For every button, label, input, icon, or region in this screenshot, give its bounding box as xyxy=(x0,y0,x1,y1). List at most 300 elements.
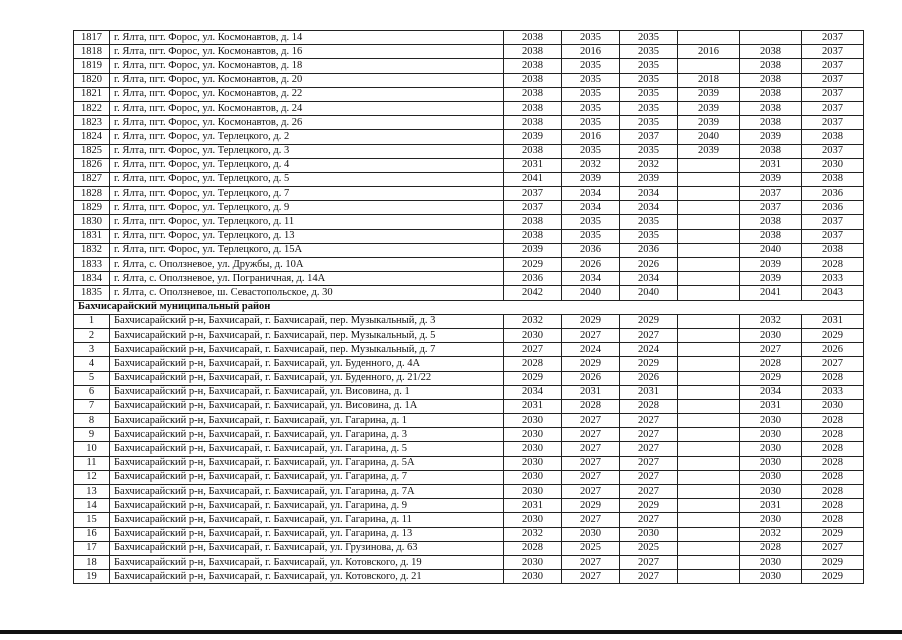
year-cell: 2035 xyxy=(620,101,678,115)
year-cell: 2032 xyxy=(620,158,678,172)
address-cell: Бахчисарайский р-н, Бахчисарай, г. Бахчисарай, ул. Висовина, д. 1А xyxy=(110,399,504,413)
year-cell: 2035 xyxy=(620,59,678,73)
year-cell: 2029 xyxy=(802,570,864,584)
row-number: 1828 xyxy=(74,187,110,201)
table-row xyxy=(74,31,864,45)
row-number: 1821 xyxy=(74,87,110,101)
row-number: 13 xyxy=(74,485,110,499)
row-number: 10 xyxy=(74,442,110,456)
year-cell: 2038 xyxy=(504,229,562,243)
year-cell: 2035 xyxy=(620,73,678,87)
year-cell: 2027 xyxy=(802,357,864,371)
table-row xyxy=(74,144,864,158)
year-cell: 2038 xyxy=(504,87,562,101)
year-cell: 2039 xyxy=(620,172,678,186)
year-cell: 2030 xyxy=(740,328,802,342)
row-number: 2 xyxy=(74,328,110,342)
row-number: 15 xyxy=(74,513,110,527)
year-cell xyxy=(678,527,740,541)
year-cell xyxy=(678,314,740,328)
year-cell: 2039 xyxy=(740,272,802,286)
year-cell xyxy=(678,258,740,272)
year-cell: 2027 xyxy=(620,328,678,342)
table-row xyxy=(74,314,864,328)
year-cell: 2035 xyxy=(562,215,620,229)
year-cell: 2038 xyxy=(740,116,802,130)
year-cell: 2028 xyxy=(802,499,864,513)
year-cell: 2038 xyxy=(740,45,802,59)
year-cell: 2037 xyxy=(740,201,802,215)
year-cell: 2028 xyxy=(740,357,802,371)
row-number: 1825 xyxy=(74,144,110,158)
year-cell: 2016 xyxy=(562,130,620,144)
year-cell: 2035 xyxy=(562,87,620,101)
year-cell: 2031 xyxy=(620,385,678,399)
year-cell: 2029 xyxy=(620,499,678,513)
address-cell: Бахчисарайский р-н, Бахчисарай, г. Бахчисарай, ул. Гагарина, д. 11 xyxy=(110,513,504,527)
year-cell xyxy=(678,456,740,470)
table-row xyxy=(74,187,864,201)
row-number: 1820 xyxy=(74,73,110,87)
year-cell xyxy=(678,328,740,342)
row-number: 1832 xyxy=(74,243,110,257)
row-number: 4 xyxy=(74,357,110,371)
row-number: 18 xyxy=(74,555,110,569)
year-cell: 2030 xyxy=(740,555,802,569)
year-cell: 2027 xyxy=(562,428,620,442)
year-cell xyxy=(678,172,740,186)
table-row xyxy=(74,414,864,428)
year-cell xyxy=(678,442,740,456)
row-number: 1830 xyxy=(74,215,110,229)
year-cell: 2027 xyxy=(562,555,620,569)
year-cell: 2027 xyxy=(620,470,678,484)
year-cell: 2039 xyxy=(678,87,740,101)
year-cell: 2028 xyxy=(504,541,562,555)
year-cell: 2027 xyxy=(620,442,678,456)
year-cell: 2034 xyxy=(740,385,802,399)
table-row xyxy=(74,456,864,470)
year-cell: 2032 xyxy=(562,158,620,172)
year-cell: 2038 xyxy=(504,31,562,45)
section-title: Бахчисарайский муниципальный район xyxy=(74,300,864,314)
year-cell: 2038 xyxy=(802,130,864,144)
year-cell xyxy=(678,470,740,484)
row-number: 19 xyxy=(74,570,110,584)
table-row xyxy=(74,513,864,527)
table-row xyxy=(74,172,864,186)
document-table-sheet xyxy=(73,30,864,584)
year-cell xyxy=(678,272,740,286)
year-cell: 2030 xyxy=(740,470,802,484)
year-cell: 2028 xyxy=(620,399,678,413)
year-cell: 2031 xyxy=(562,385,620,399)
year-cell: 2038 xyxy=(504,116,562,130)
row-number: 14 xyxy=(74,499,110,513)
year-cell: 2038 xyxy=(504,215,562,229)
table-row xyxy=(74,87,864,101)
year-cell xyxy=(678,428,740,442)
address-cell: Бахчисарайский р-н, Бахчисарай, г. Бахчисарай, ул. Висовина, д. 1 xyxy=(110,385,504,399)
year-cell: 2037 xyxy=(504,201,562,215)
address-cell: г. Ялта, пгт. Форос, ул. Космонавтов, д. 16 xyxy=(110,45,504,59)
year-cell: 2028 xyxy=(504,357,562,371)
year-cell: 2030 xyxy=(802,399,864,413)
table-row xyxy=(74,541,864,555)
address-cell: Бахчисарайский р-н, Бахчисарай, г. Бахчисарай, ул. Гагарина, д. 13 xyxy=(110,527,504,541)
year-cell: 2035 xyxy=(620,31,678,45)
year-cell: 2040 xyxy=(678,130,740,144)
year-cell xyxy=(678,187,740,201)
year-cell: 2016 xyxy=(678,45,740,59)
year-cell: 2034 xyxy=(620,201,678,215)
year-cell: 2039 xyxy=(678,144,740,158)
year-cell: 2027 xyxy=(562,442,620,456)
year-cell xyxy=(678,31,740,45)
year-cell xyxy=(678,243,740,257)
year-cell: 2029 xyxy=(562,314,620,328)
year-cell: 2032 xyxy=(504,527,562,541)
year-cell: 2036 xyxy=(620,243,678,257)
year-cell xyxy=(678,371,740,385)
year-cell: 2038 xyxy=(504,101,562,115)
row-number: 3 xyxy=(74,343,110,357)
year-cell: 2038 xyxy=(802,172,864,186)
address-cell: г. Ялта, пгт. Форос, ул. Космонавтов, д. 22 xyxy=(110,87,504,101)
year-cell: 2027 xyxy=(562,470,620,484)
year-cell: 2037 xyxy=(504,187,562,201)
table-row xyxy=(74,243,864,257)
table-row xyxy=(74,357,864,371)
year-cell: 2027 xyxy=(620,513,678,527)
row-number: 1834 xyxy=(74,272,110,286)
year-cell: 2028 xyxy=(562,399,620,413)
table-row xyxy=(74,499,864,513)
year-cell xyxy=(678,513,740,527)
row-number: 1827 xyxy=(74,172,110,186)
year-cell: 2040 xyxy=(562,286,620,300)
year-cell: 2035 xyxy=(562,101,620,115)
year-cell: 2027 xyxy=(620,555,678,569)
year-cell: 2027 xyxy=(562,414,620,428)
table-row xyxy=(74,158,864,172)
year-cell xyxy=(678,229,740,243)
year-cell: 2035 xyxy=(562,73,620,87)
section-header-group xyxy=(74,300,864,314)
year-cell xyxy=(678,59,740,73)
year-cell: 2029 xyxy=(802,527,864,541)
year-cell: 2039 xyxy=(740,130,802,144)
year-cell xyxy=(678,485,740,499)
year-cell: 2036 xyxy=(504,272,562,286)
year-cell: 2029 xyxy=(620,314,678,328)
address-cell: г. Ялта, пгт. Форос, ул. Терлецкого, д. 15А xyxy=(110,243,504,257)
row-number: 1835 xyxy=(74,286,110,300)
year-cell: 2030 xyxy=(504,555,562,569)
address-cell: г. Ялта, пгт. Форос, ул. Терлецкого, д. 11 xyxy=(110,215,504,229)
year-cell: 2035 xyxy=(620,116,678,130)
row-number: 1822 xyxy=(74,101,110,115)
table-row xyxy=(74,101,864,115)
row-number: 1818 xyxy=(74,45,110,59)
year-cell: 2030 xyxy=(740,414,802,428)
year-cell: 2028 xyxy=(802,414,864,428)
year-cell: 2029 xyxy=(740,371,802,385)
year-cell: 2038 xyxy=(802,243,864,257)
year-cell: 2030 xyxy=(504,456,562,470)
row-number: 1826 xyxy=(74,158,110,172)
year-cell: 2028 xyxy=(740,541,802,555)
year-cell: 2030 xyxy=(740,570,802,584)
year-cell: 2030 xyxy=(504,442,562,456)
table-row xyxy=(74,428,864,442)
year-cell: 2030 xyxy=(504,470,562,484)
address-cell: г. Ялта, пгт. Форос, ул. Космонавтов, д. 18 xyxy=(110,59,504,73)
year-cell: 2037 xyxy=(802,73,864,87)
address-cell: Бахчисарайский р-н, Бахчисарай, г. Бахчисарай, ул. Котовского, д. 21 xyxy=(110,570,504,584)
year-cell: 2029 xyxy=(562,499,620,513)
table-row xyxy=(74,215,864,229)
row-number: 17 xyxy=(74,541,110,555)
year-cell: 2037 xyxy=(802,229,864,243)
year-cell: 2033 xyxy=(802,272,864,286)
row-number: 1823 xyxy=(74,116,110,130)
year-cell: 2031 xyxy=(504,158,562,172)
address-cell: Бахчисарайский р-н, Бахчисарай, г. Бахчисарай, ул. Гагарина, д. 1 xyxy=(110,414,504,428)
year-cell: 2039 xyxy=(678,101,740,115)
year-cell: 2035 xyxy=(620,45,678,59)
address-cell: г. Ялта, пгт. Форос, ул. Терлецкого, д. 9 xyxy=(110,201,504,215)
year-cell xyxy=(678,286,740,300)
year-cell: 2037 xyxy=(802,31,864,45)
table-row xyxy=(74,470,864,484)
year-cell: 2030 xyxy=(740,456,802,470)
address-cell: Бахчисарайский р-н, Бахчисарай, г. Бахчисарай, ул. Буденного, д. 4А xyxy=(110,357,504,371)
row-number: 7 xyxy=(74,399,110,413)
year-cell: 2031 xyxy=(802,314,864,328)
year-cell: 2029 xyxy=(802,555,864,569)
address-cell: г. Ялта, пгт. Форос, ул. Терлецкого, д. 7 xyxy=(110,187,504,201)
row-number: 1833 xyxy=(74,258,110,272)
year-cell xyxy=(678,385,740,399)
year-cell: 2035 xyxy=(620,229,678,243)
year-cell: 2038 xyxy=(504,45,562,59)
address-cell: Бахчисарайский р-н, Бахчисарай, г. Бахчисарай, ул. Гагарина, д. 7 xyxy=(110,470,504,484)
year-cell xyxy=(740,31,802,45)
year-cell: 2028 xyxy=(802,442,864,456)
table-row xyxy=(74,130,864,144)
year-cell: 2030 xyxy=(504,513,562,527)
year-cell: 2035 xyxy=(620,87,678,101)
year-cell: 2034 xyxy=(562,201,620,215)
year-cell: 2035 xyxy=(562,59,620,73)
table-row xyxy=(74,229,864,243)
table-body-bakhchisaray xyxy=(74,314,864,584)
year-cell: 2030 xyxy=(562,527,620,541)
year-cell: 2030 xyxy=(740,428,802,442)
row-number: 6 xyxy=(74,385,110,399)
year-cell: 2038 xyxy=(740,73,802,87)
year-cell: 2034 xyxy=(504,385,562,399)
section-header-row xyxy=(74,300,864,314)
year-cell: 2030 xyxy=(504,428,562,442)
year-cell: 2037 xyxy=(740,187,802,201)
address-cell: г. Ялта, с. Оползневое, ул. Дружбы, д. 10А xyxy=(110,258,504,272)
row-number: 9 xyxy=(74,428,110,442)
year-cell: 2028 xyxy=(802,513,864,527)
year-cell xyxy=(678,158,740,172)
year-cell: 2038 xyxy=(740,144,802,158)
address-cell: г. Ялта, пгт. Форос, ул. Космонавтов, д. 20 xyxy=(110,73,504,87)
year-cell xyxy=(678,343,740,357)
table-row xyxy=(74,272,864,286)
row-number: 1819 xyxy=(74,59,110,73)
row-number: 1817 xyxy=(74,31,110,45)
year-cell: 2026 xyxy=(620,371,678,385)
year-cell: 2037 xyxy=(802,101,864,115)
year-cell: 2027 xyxy=(562,513,620,527)
row-number: 1831 xyxy=(74,229,110,243)
year-cell: 2029 xyxy=(802,328,864,342)
year-cell: 2039 xyxy=(678,116,740,130)
year-cell xyxy=(678,414,740,428)
table-row xyxy=(74,485,864,499)
year-cell: 2034 xyxy=(620,187,678,201)
year-cell: 2035 xyxy=(620,144,678,158)
scan-edge-shadow xyxy=(0,630,902,634)
year-cell: 2038 xyxy=(504,73,562,87)
year-cell: 2034 xyxy=(562,187,620,201)
address-cell: г. Ялта, пгт. Форос, ул. Терлецкого, д. 4 xyxy=(110,158,504,172)
year-cell: 2028 xyxy=(802,258,864,272)
address-cell: Бахчисарайский р-н, Бахчисарай, г. Бахчисарай, ул. Гагарина, д. 3 xyxy=(110,428,504,442)
table-row xyxy=(74,45,864,59)
year-cell: 2037 xyxy=(802,87,864,101)
year-cell: 2027 xyxy=(562,485,620,499)
year-cell: 2025 xyxy=(562,541,620,555)
year-cell xyxy=(678,570,740,584)
year-cell: 2035 xyxy=(562,229,620,243)
address-cell: г. Ялта, с. Оползневое, ш. Севастопольское, д. 30 xyxy=(110,286,504,300)
year-cell: 2031 xyxy=(740,499,802,513)
year-cell: 2030 xyxy=(504,328,562,342)
year-cell: 2039 xyxy=(562,172,620,186)
year-cell: 2030 xyxy=(740,513,802,527)
year-cell: 2030 xyxy=(740,442,802,456)
table-row xyxy=(74,201,864,215)
row-number: 1 xyxy=(74,314,110,328)
table-row xyxy=(74,116,864,130)
address-cell: г. Ялта, пгт. Форос, ул. Космонавтов, д. 26 xyxy=(110,116,504,130)
table-row xyxy=(74,59,864,73)
address-cell: г. Ялта, пгт. Форос, ул. Терлецкого, д. 13 xyxy=(110,229,504,243)
year-cell: 2031 xyxy=(740,158,802,172)
year-cell: 2031 xyxy=(504,499,562,513)
table-row xyxy=(74,73,864,87)
year-cell xyxy=(678,499,740,513)
year-cell: 2032 xyxy=(740,527,802,541)
year-cell: 2039 xyxy=(740,172,802,186)
year-cell: 2018 xyxy=(678,73,740,87)
year-cell: 2024 xyxy=(620,343,678,357)
row-number: 12 xyxy=(74,470,110,484)
year-cell: 2027 xyxy=(802,541,864,555)
address-cell: Бахчисарайский р-н, Бахчисарай, г. Бахчисарай, ул. Гагарина, д. 9 xyxy=(110,499,504,513)
year-cell: 2030 xyxy=(504,570,562,584)
address-cell: Бахчисарайский р-н, Бахчисарай, г. Бахчисарай, ул. Гагарина, д. 5А xyxy=(110,456,504,470)
year-cell: 2038 xyxy=(740,59,802,73)
year-cell: 2037 xyxy=(802,144,864,158)
year-cell: 2029 xyxy=(620,357,678,371)
address-cell: г. Ялта, пгт. Форос, ул. Космонавтов, д. 14 xyxy=(110,31,504,45)
year-cell: 2038 xyxy=(740,215,802,229)
address-cell: г. Ялта, пгт. Форос, ул. Терлецкого, д. 5 xyxy=(110,172,504,186)
address-cell: г. Ялта, пгт. Форос, ул. Терлецкого, д. 3 xyxy=(110,144,504,158)
year-cell: 2027 xyxy=(562,570,620,584)
year-cell: 2032 xyxy=(504,314,562,328)
year-cell: 2042 xyxy=(504,286,562,300)
year-cell: 2027 xyxy=(562,328,620,342)
year-cell: 2029 xyxy=(504,371,562,385)
year-cell: 2041 xyxy=(504,172,562,186)
year-cell: 2027 xyxy=(620,456,678,470)
address-cell: Бахчисарайский р-н, Бахчисарай, г. Бахчисарай, ул. Грузинова, д. 63 xyxy=(110,541,504,555)
year-cell: 2037 xyxy=(802,59,864,73)
year-cell: 2036 xyxy=(562,243,620,257)
year-cell: 2038 xyxy=(740,229,802,243)
year-cell: 2033 xyxy=(802,385,864,399)
year-cell: 2027 xyxy=(620,485,678,499)
year-cell: 2030 xyxy=(802,158,864,172)
year-cell: 2027 xyxy=(504,343,562,357)
year-cell: 2039 xyxy=(504,243,562,257)
year-cell: 2026 xyxy=(562,258,620,272)
year-cell: 2028 xyxy=(802,456,864,470)
year-cell: 2037 xyxy=(802,45,864,59)
year-cell xyxy=(678,201,740,215)
address-cell: Бахчисарайский р-н, Бахчисарай, г. Бахчисарай, пер. Музыкальный, д. 7 xyxy=(110,343,504,357)
table-row xyxy=(74,343,864,357)
table-row xyxy=(74,570,864,584)
year-cell: 2027 xyxy=(740,343,802,357)
year-cell: 2027 xyxy=(620,570,678,584)
year-cell: 2040 xyxy=(740,243,802,257)
table-row xyxy=(74,442,864,456)
year-cell: 2035 xyxy=(562,116,620,130)
year-cell: 2030 xyxy=(740,485,802,499)
year-cell: 2039 xyxy=(740,258,802,272)
year-cell: 2028 xyxy=(802,428,864,442)
year-cell: 2030 xyxy=(504,414,562,428)
year-cell: 2032 xyxy=(740,314,802,328)
year-cell: 2028 xyxy=(802,470,864,484)
year-cell: 2037 xyxy=(620,130,678,144)
row-number: 1829 xyxy=(74,201,110,215)
year-cell: 2031 xyxy=(504,399,562,413)
year-cell: 2043 xyxy=(802,286,864,300)
row-number: 5 xyxy=(74,371,110,385)
row-number: 16 xyxy=(74,527,110,541)
table-row xyxy=(74,385,864,399)
row-number: 11 xyxy=(74,456,110,470)
year-cell: 2037 xyxy=(802,215,864,229)
year-cell: 2026 xyxy=(802,343,864,357)
address-cell: Бахчисарайский р-н, Бахчисарай, г. Бахчисарай, ул. Котовского, д. 19 xyxy=(110,555,504,569)
year-cell: 2029 xyxy=(562,357,620,371)
year-cell: 2038 xyxy=(504,144,562,158)
table-row xyxy=(74,328,864,342)
year-cell xyxy=(678,555,740,569)
